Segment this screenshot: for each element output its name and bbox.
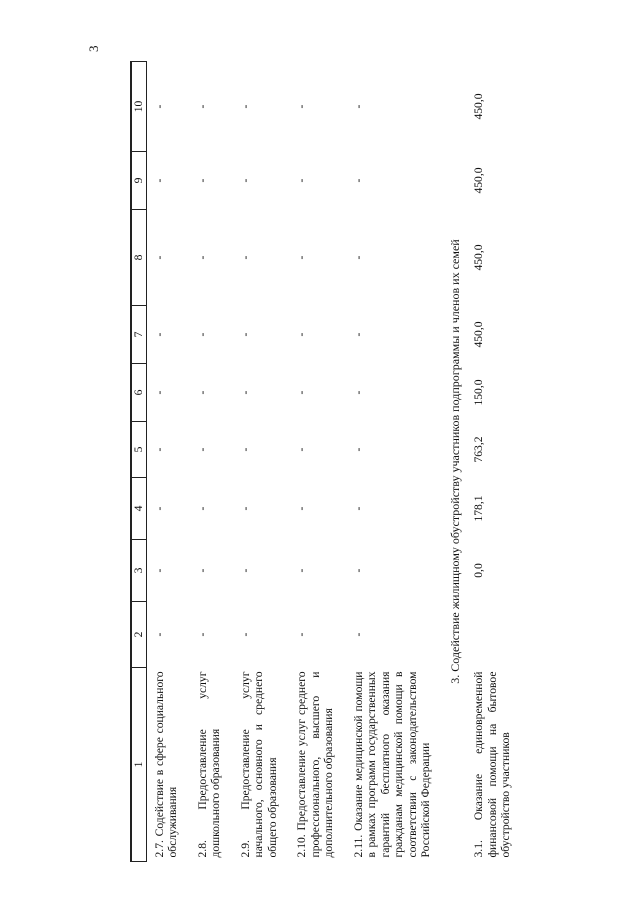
cell-value: - <box>238 632 252 637</box>
cell-value: 150,0 <box>472 379 485 406</box>
cell-value: - <box>295 178 308 183</box>
cell-value: - <box>152 568 166 573</box>
table-row <box>289 62 346 862</box>
cell-value: - <box>351 255 365 260</box>
cell-value: - <box>152 447 166 452</box>
cell-value: - <box>195 447 209 452</box>
cell-value: - <box>351 632 365 637</box>
header-row <box>131 62 146 862</box>
cell-value: - <box>351 390 365 395</box>
cell-value: - <box>152 506 166 511</box>
header-cell: 5 <box>131 422 146 478</box>
cell-value: - <box>351 447 365 452</box>
cell-value: - <box>238 447 252 452</box>
cell-value: 450,0 <box>472 93 485 120</box>
cell-value: - <box>238 332 252 337</box>
table-row <box>466 62 523 862</box>
program-table <box>130 61 523 862</box>
header-cell: 4 <box>131 478 146 540</box>
row-name: 3.1. Оказание единовременной финансовой помощи на бытовое обустройство участников <box>472 671 512 858</box>
table-row <box>346 62 443 862</box>
cell-value: - <box>295 568 308 573</box>
cell-value: - <box>351 506 365 511</box>
table-row <box>233 62 290 862</box>
header-cell: 10 <box>131 62 146 152</box>
cell-value: - <box>152 632 166 637</box>
row-name: 2.9. Предоставление услуг начального, основного и среднего общего образования <box>238 671 279 858</box>
cell-value: - <box>295 447 308 452</box>
section-title: 3. Содействие жилищному обустройству участников подпрограммы и членов их семей <box>447 239 462 684</box>
row-name: 2.11. Оказание медицинской помощи в рамках программ государственных гарантий бесплатного оказания гражданам медицинской помощи в соответствии с законодательством Российской Федерации <box>351 671 432 858</box>
cell-value: 178,1 <box>472 495 485 522</box>
cell-value: - <box>195 332 209 337</box>
cell-value: - <box>295 332 308 337</box>
cell-value: - <box>195 390 209 395</box>
cell-value: - <box>238 255 252 260</box>
header-cell: 1 <box>131 668 146 862</box>
cell-value: - <box>195 632 209 637</box>
cell-value: 450,0 <box>472 321 485 348</box>
cell-value: - <box>238 104 252 109</box>
header-cell: 9 <box>131 152 146 210</box>
cell-value: - <box>238 506 252 511</box>
cell-value: - <box>295 632 308 637</box>
cell-value: - <box>238 568 252 573</box>
cell-value: 450,0 <box>472 167 485 194</box>
cell-value: - <box>195 178 209 183</box>
cell-value: 450,0 <box>472 244 485 271</box>
cell-value: - <box>351 178 365 183</box>
cell-value: - <box>295 390 308 395</box>
page-number: 3 <box>86 45 101 52</box>
cell-value: - <box>195 568 209 573</box>
row-name: 2.10. Предоставление услуг среднего профессионального, высшего и дополнительного образования <box>295 671 335 858</box>
table-row <box>146 62 190 862</box>
rotated-page-content <box>130 62 570 862</box>
cell-value: - <box>295 255 308 260</box>
cell-value: - <box>195 506 209 511</box>
cell-value: 763,2 <box>472 436 485 463</box>
section-row <box>443 62 467 862</box>
cell-value: - <box>238 178 252 183</box>
cell-value: - <box>295 104 308 109</box>
cell-value: - <box>295 506 308 511</box>
cell-value: - <box>351 332 365 337</box>
cell-value: - <box>195 104 209 109</box>
header-cell: 6 <box>131 364 146 422</box>
header-cell: 2 <box>131 602 146 668</box>
cell-value: - <box>152 178 166 183</box>
header-cell: 7 <box>131 306 146 364</box>
cell-value: - <box>351 568 365 573</box>
cell-value: 0,0 <box>472 563 485 578</box>
cell-value: - <box>152 390 166 395</box>
header-cell: 3 <box>131 540 146 602</box>
cell-value: - <box>152 255 166 260</box>
header-cell: 8 <box>131 210 146 306</box>
cell-value <box>466 602 523 668</box>
row-name: 2.7. Содействие в сфере социального обслуживания <box>152 671 179 858</box>
table-row <box>190 62 233 862</box>
cell-value: - <box>351 104 365 109</box>
cell-value: - <box>152 104 166 109</box>
cell-value: - <box>152 332 166 337</box>
row-name: 2.8. Предоставление услуг дошкольного образования <box>195 671 222 858</box>
cell-value: - <box>238 390 252 395</box>
cell-value: - <box>195 255 209 260</box>
